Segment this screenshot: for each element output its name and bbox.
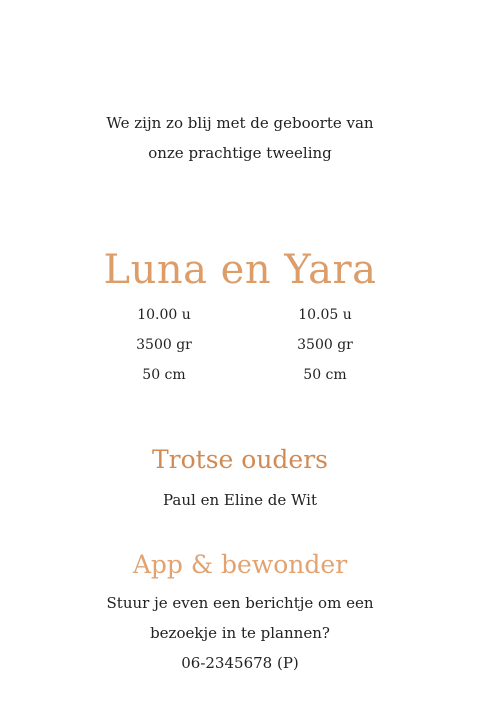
birth-details	[0, 300, 480, 390]
contact-phone: 06-2345678 (P)	[181, 654, 299, 672]
baby-details-first	[94, 300, 234, 390]
contact-line-2: bezoekje in te plannen?	[150, 624, 330, 642]
parents-names: Paul en Eline de Wit	[163, 491, 317, 509]
baby-names-heading: Luna en Yara	[103, 247, 377, 293]
birth-weight: 3500 gr	[136, 337, 192, 353]
intro-line-1: We zijn zo blij met de geboorte van	[106, 114, 374, 132]
intro-line-2: onze prachtige tweeling	[148, 144, 332, 162]
birth-time: 10.00 u	[137, 307, 191, 323]
contact-heading: App & bewonder	[132, 550, 348, 579]
birth-length: 50 cm	[303, 367, 347, 383]
contact-text	[0, 588, 480, 678]
intro-text	[0, 108, 480, 168]
contact-line-1: Stuur je even een berichtje om een	[106, 594, 374, 612]
birth-time: 10.05 u	[298, 307, 352, 323]
parents-heading: Trotse ouders	[151, 445, 329, 474]
baby-details-second	[255, 300, 395, 390]
birth-weight: 3500 gr	[297, 337, 353, 353]
birth-length: 50 cm	[142, 367, 186, 383]
